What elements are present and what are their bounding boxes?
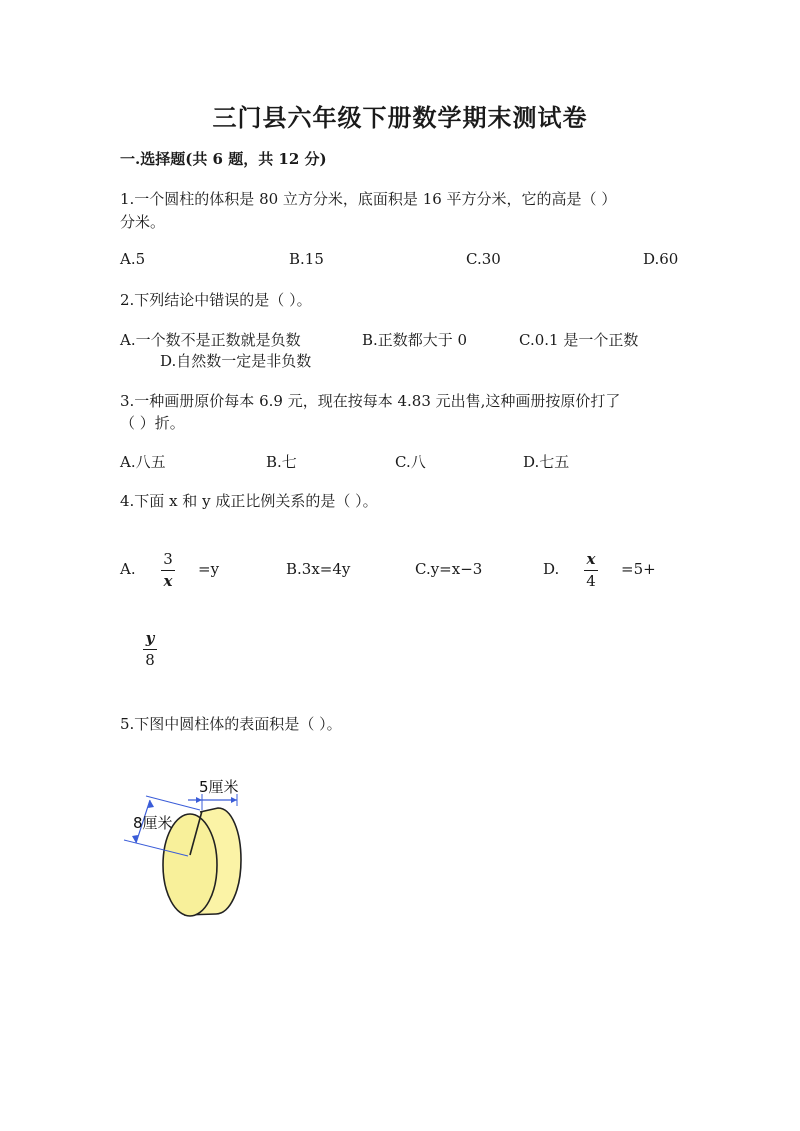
label-8cm: 8厘米 (133, 814, 173, 832)
q4-option-a-numerator: 3 (163, 550, 173, 568)
q4-option-a-tail: =y (198, 560, 220, 578)
fraction-bar (161, 570, 175, 571)
q4-option-d-denominator: 4 (586, 572, 596, 590)
q3-option-b: B.七 (266, 453, 297, 471)
arrow-head (196, 797, 202, 803)
q4-option-d-tail: =5+ (621, 560, 656, 578)
q4-option-d-label: D. (543, 560, 560, 578)
q4-option-d-numerator: x (586, 550, 596, 568)
q2-option-b: B.正数都大于 0 (362, 331, 468, 349)
fraction-bar (584, 570, 598, 571)
q1-option-d: D.60 (643, 250, 679, 268)
q2-option-c: C.0.1 是一个正数 (519, 331, 639, 349)
q4-option-d2-denominator: 8 (145, 651, 155, 669)
q1-option-b: B.15 (289, 250, 324, 268)
extension-line (146, 796, 200, 810)
q2-option-a: A.一个数不是正数就是负数 (120, 331, 301, 349)
q3-option-a: A.八五 (120, 453, 166, 471)
page-title: 三门县六年级下册数学期末测试卷 (212, 103, 588, 132)
fraction-bar (143, 649, 157, 650)
q4-option-d2-numerator: y (145, 629, 155, 647)
q4-option-d-fraction (584, 551, 598, 590)
question-2-line-1: 2.下列结论中错误的是（ ）。 (120, 291, 312, 309)
section-heading: 一.选择题(共 6 题，共 12 分) (120, 150, 327, 168)
q4-option-a-fraction (161, 551, 175, 590)
question-1-line-1: 1.一个圆柱的体积是 80 立方分米，底面积是 16 平方分米，它的高是（ ） (120, 190, 617, 208)
q1-option-a: A.5 (120, 250, 146, 268)
q4-option-a-label: A. (120, 560, 136, 578)
arrow-head (231, 797, 237, 803)
label-5cm: 5厘米 (199, 778, 239, 796)
question-3-line-2: （ ）折。 (120, 414, 185, 432)
q4-option-a-denominator: x (163, 572, 173, 590)
q1-option-c: C.30 (466, 250, 501, 268)
q2-option-d: D.自然数一定是非负数 (160, 352, 312, 370)
q4-option-d-second-fraction (143, 630, 157, 669)
q3-option-c: C.八 (395, 453, 426, 471)
question-5-line-1: 5.下图中圆柱体的表面积是（ ）。 (120, 715, 342, 733)
question-1-line-2: 分米。 (120, 213, 166, 231)
q4-option-c: C.y=x−3 (415, 560, 483, 578)
question-3-line-1: 3.一种画册原价每本 6.9 元，现在按每本 4.83 元出售,这种画册按原价打了 (120, 392, 621, 410)
q4-option-b: B.3x=4y (286, 560, 351, 578)
question-4-line-1: 4.下面 x 和 y 成正比例关系的是（ ）。 (120, 492, 378, 510)
q3-option-d: D.七五 (523, 453, 570, 471)
